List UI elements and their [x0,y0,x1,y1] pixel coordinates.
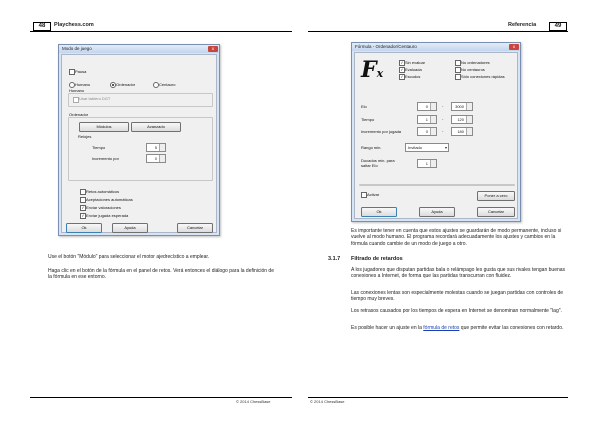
rango-label: Rango min. [361,145,382,150]
fx-logo-icon: Fx [361,57,384,83]
right-para-1: Es importante tener en cuenta que estos ajustes se guardarán de modo permanente, incluso si vuelve al modo humano. El programa recordará adecuadamente los ajustes y cambios en la fórmula cuando cambie de un modo de juego a otro. [351,228,562,247]
evaluada-checkbox[interactable]: ✓ [400,67,404,72]
evaluada-label: Evaluada [405,66,422,72]
header-title-left: Playchess.com [54,22,94,28]
incremento-spinner[interactable]: 0 [146,154,166,163]
header-rule-left [30,31,292,32]
poner-a-cero-button[interactable]: Poner a cero [477,191,515,201]
centauro-radio-label: Centauro [159,81,176,87]
left-caption-1: Use el botón "Módulo" para seleccionar el motor ajedrecístico a emplear. [48,254,210,260]
sin-evaluar-checkbox[interactable]: ✓ [400,60,404,65]
elo-max-spinner[interactable]: 3000 [451,102,473,111]
modo-de-juego-dialog [58,44,220,236]
page-number-right: 49 [549,22,567,31]
modulos-button[interactable]: Módulos [79,122,129,132]
section-title: Filtrado de retardos [351,256,403,262]
formula-ayuda-button[interactable]: Ayuda [419,207,455,217]
tiempo-spinner[interactable]: 5 [146,143,166,152]
humano-radio-label: Humano [75,81,91,87]
para-5-pre: Es posible hacer un ajuste en la [351,325,424,331]
formula-dialog [351,42,521,222]
cancelar-button[interactable]: Cancelar [177,223,213,233]
no-ordenadores-label: No ordenadores [461,59,490,65]
ok-button[interactable]: Ok [66,223,102,233]
tiempo-label: Tiempo [361,117,375,122]
header-rule-right [308,31,568,32]
tiempo-label: Tiempo [92,145,106,150]
solo-conexiones-label: Sólo conexiones rápidas [461,73,505,79]
sin-evaluar-label: Sin evaluar [405,59,426,65]
dgt-label: Usar tablero DGT [79,96,111,101]
elo-min-spinner[interactable]: 0 [417,102,437,111]
ayuda-button[interactable]: Ayuda [112,223,148,233]
para-5-post: que permite evitar las conexiones con retardo. [459,325,564,331]
footer-left: © 2014 ChessBase [236,399,271,404]
enviar-valoraciones-label: Enviar valoraciones [86,204,121,210]
formula-dialog-body [354,52,518,219]
tiempo-min-spinner[interactable]: 1 [417,115,437,124]
separator [359,184,515,186]
formula-de-retos-link[interactable]: fórmula de retos [423,325,460,331]
incremento-label: Incremento por jugada [361,129,402,134]
incremento-label: Incremento por [92,156,119,161]
left-caption-2: Haga clic en el botón de la fórmula en el panel de retos. Verá entonces el diálogo para la definición de la fórmula en ese entorno. [48,268,274,281]
dialog-body [61,54,217,233]
header-title-right: Referencia [508,22,537,28]
humano-group-label: Humano [69,88,85,93]
right-para-5 [351,325,569,331]
enviar-valoraciones-checkbox[interactable]: ✓ [81,205,85,210]
footer-rule-left [30,397,292,398]
escudos-checkbox[interactable]: ✓ [400,74,404,79]
dialog-title: Modo de juego [59,45,219,53]
right-para-3: Las conexiones lentas son especialmente molestas cuando se juegan partidas con controles de tiempo muy breves. [351,290,564,303]
formula-cancelar-button[interactable]: Cancelar [477,207,515,217]
tiempo-dash: - [442,116,444,121]
footer-rule-right [308,397,568,398]
section-number: 3.1.7 [328,256,341,262]
footer-right: © 2014 ChessBase [310,399,345,404]
ordenador-group-label: Ordenador [69,112,89,117]
retos-auto-label: Retos automáticos [86,188,120,194]
formula-dialog-title: Fórmula - Ordenador/Centauro [352,43,520,51]
incremento-max-spinner[interactable]: 180 [451,127,473,136]
formula-close-icon[interactable]: x [509,44,519,50]
activar-label: Activar [367,191,380,197]
elo-dash: - [442,103,444,108]
ducados-spinner[interactable]: 1 [417,159,437,168]
ducados-label: Ducados min. para saltar Elo [361,158,395,168]
tiempo-max-spinner[interactable]: 120 [451,115,473,124]
relojes-label: Relojes [78,134,92,139]
close-icon[interactable]: x [208,46,218,52]
ordenador-radio-label: Ordenador [116,81,136,87]
right-para-4: Los retrasos causados por los tiempos de espera en Internet se denominan normalmente "lag". [351,308,562,314]
formula-ok-button[interactable]: Ok [361,207,397,217]
incremento-min-spinner[interactable]: 0 [417,127,437,136]
enviar-jugada-checkbox[interactable]: ✓ [81,213,85,218]
rango-select[interactable]: Invitado ▾ [405,143,449,152]
right-para-2: A los jugadores que disputan partidas bala o relámpago les gusta que sus rivales tengan buenas conexiones a Internet, de forma que las partidas transcurran con fluidez. [351,267,566,280]
escudos-label: Escudos [405,73,421,79]
elo-label: Elo [361,104,367,109]
pausa-label: Pausa [75,68,87,74]
no-centauros-label: No centauros [461,66,485,72]
aceptaciones-label: Aceptaciones automáticas [86,196,133,202]
enviar-jugada-label: Enviar jugada esperada [86,212,129,218]
page-number-left: 48 [33,22,51,31]
incremento-dash: - [442,128,444,133]
avanzado-button[interactable]: Avanzado [131,122,181,132]
